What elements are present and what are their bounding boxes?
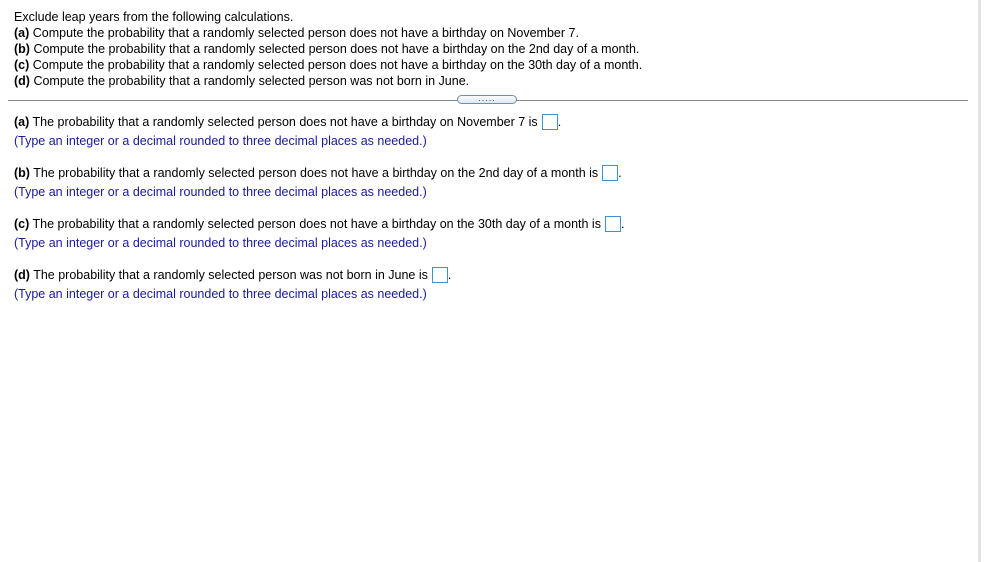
question-suffix: . [557,115,562,129]
question-suffix: . [447,268,452,282]
question-text: The probability that a randomly selected person was not born in June is [33,268,428,282]
question-label: (d) [14,268,30,282]
question-a [14,113,561,151]
intro-item-b [14,41,642,57]
intro-item-d [14,73,642,89]
intro-item-text: Compute the probability that a randomly selected person was not born in June. [33,74,470,88]
expand-more-button[interactable]: ..... [457,95,517,104]
scrollbar-track[interactable] [978,0,981,562]
intro-item-label: (c) [14,58,30,72]
question-label: (b) [14,166,30,180]
question-label: (c) [14,217,30,231]
question-suffix: . [620,217,625,231]
answer-input-a[interactable] [542,114,558,130]
answer-hint: (Type an integer or a decimal rounded to three decimal places as needed.) [14,185,427,199]
intro-item-label: (a) [14,26,30,40]
intro-item-label: (b) [14,42,30,56]
intro-item-a [14,25,642,41]
intro-item-c [14,57,642,73]
question-suffix: . [618,166,622,180]
question-b [14,164,622,202]
answer-hint: (Type an integer or a decimal rounded to three decimal places as needed.) [14,236,427,250]
question-c [14,215,624,253]
answer-input-c[interactable] [605,216,621,232]
problem-statement [14,9,642,89]
question-text: The probability that a randomly selected person does not have a birthday on the 2nd day of a month is [33,166,599,180]
question-text: The probability that a randomly selected person does not have a birthday on November 7 is [32,115,538,129]
intro-item-text: Compute the probability that a randomly selected person does not have a birthday on November 7. [32,26,579,40]
intro-item-label: (d) [14,74,30,88]
question-d [14,266,451,304]
intro-item-text: Compute the probability that a randomly selected person does not have a birthday on the 30th day of a month. [32,58,643,72]
intro-line: Exclude leap years from the following calculations. [14,10,294,24]
answer-input-d[interactable] [432,267,448,283]
answer-hint: (Type an integer or a decimal rounded to three decimal places as needed.) [14,134,427,148]
answer-input-b[interactable] [602,165,618,181]
question-text: The probability that a randomly selected person does not have a birthday on the 30th day of a month is [32,217,601,231]
answer-hint: (Type an integer or a decimal rounded to three decimal places as needed.) [14,287,427,301]
question-label: (a) [14,115,30,129]
intro-item-text: Compute the probability that a randomly selected person does not have a birthday on the 2nd day of a month. [33,42,640,56]
